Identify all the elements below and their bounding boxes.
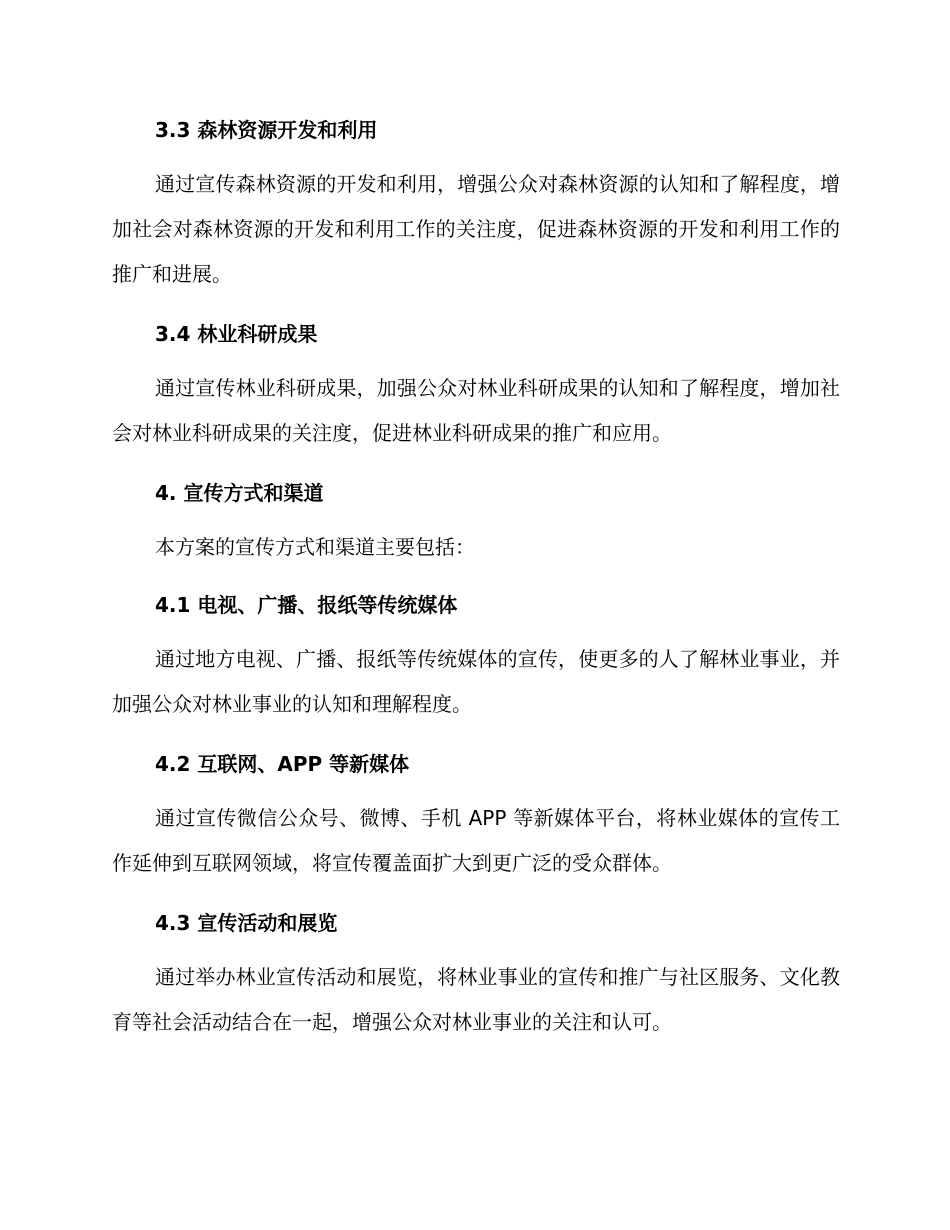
section-heading-3-4: 3.4 林业科研成果 — [155, 322, 318, 346]
section-heading-4-2: 4.2 互联网、APP 等新媒体 — [155, 752, 410, 776]
section-heading-4: 4. 宣传方式和渠道 — [155, 481, 324, 505]
document-content — [112, 113, 840, 1045]
section-body-3-4: 通过宣传林业科研成果，加强公众对林业科研成果的认知和了解程度，增加社会对林业科研成果的关注度，促进林业科研成果的推广和应用。 — [112, 376, 840, 445]
section-heading-3-3: 3.3 森林资源开发和利用 — [155, 118, 378, 142]
section-body-4: 本方案的宣传方式和渠道主要包括： — [155, 535, 475, 559]
section-body-4-1: 通过地方电视、广播、报纸等传统媒体的宣传，使更多的人了解林业事业，并加强公众对林业事业的认知和理解程度。 — [112, 647, 840, 716]
section-body-4-3: 通过举办林业宣传活动和展览，将林业事业的宣传和推广与社区服务、文化教育等社会活动结合在一起，增强公众对林业事业的关注和认可。 — [112, 965, 840, 1034]
section-body-4-2: 通过宣传微信公众号、微博、手机 APP 等新媒体平台，将林业媒体的宣传工作延伸到互联网领域，将宣传覆盖面扩大到更广泛的受众群体。 — [112, 806, 840, 875]
section-heading-4-3: 4.3 宣传活动和展览 — [155, 911, 338, 935]
section-heading-4-1: 4.1 电视、广播、报纸等传统媒体 — [155, 593, 458, 617]
section-body-3-3: 通过宣传森林资源的开发和利用，增强公众对森林资源的认知和了解程度，增加社会对森林资源的开发和利用工作的关注度，促进森林资源的开发和利用工作的推广和进展。 — [112, 172, 840, 286]
